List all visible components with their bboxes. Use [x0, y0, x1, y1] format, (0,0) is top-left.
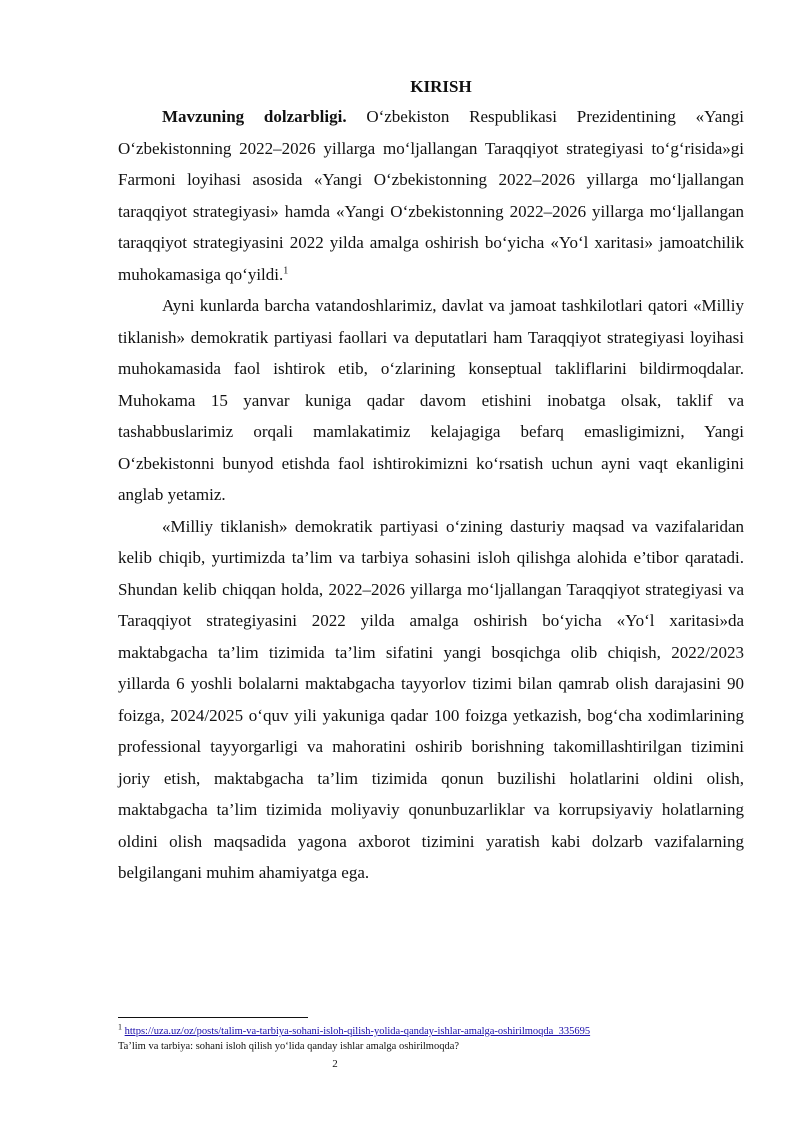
paragraph-text: «Milliy tiklanish» demokratik partiyasi o‘zining dasturiy maqsad va vazifalaridan kelib chiqib, yurtimizda ta’lim va tarbiya sohasini isloh qilishga alohida e’tibor qaratadi. Shundan kelib chiqqan holda, 2022–2026 yillarga mo‘ljallangan Taraqqiyot strategiyasi va Taraqqiyot strategiyasini 2022 yilda amalga oshirish bo‘yicha «Yo‘l xaritasi»da maktabgacha ta’lim tizimida ta’lim sifatini yangi bosqichga olib chiqish, 2022/2023 yillarda 6 yoshli bolalarni maktabgacha tayyorlov tizimi bilan qamrab olish darajasini 90 foizga, 2024/2025 o‘quv yili yakuniga qadar 100 foizga yetkazish, bog‘cha xodimlarining professional tayyorgarligi va mahoratini oshirib borishning takomillashtirilgan tizimini joriy etish, maktabgacha ta’lim tizimida qonun buzilishi holatlarini oldini olish, maktabgacha ta’lim tizimida moliyaviy qonunbuzarliklar va korrupsiyaviy holatlarning oldini olish maqsadida yagona axborot tizimini yaratish kabi dolzarb vazifalarning belgilangani muhim ahamiyatga ega.: [118, 516, 744, 882]
paragraph-text: O‘zbekiston Respublikasi Prezidentining «Yangi O‘zbekistonning 2022–2026 yillarga mo‘ljallangan Taraqqiyot strategiyasi to‘g‘risida»gi Farmoni loyihasi asosida «Yangi O‘zbekistonning 2022–2026 yillarga mo‘ljallangan taraqqiyot strategiyasi» hamda «Yangi O‘zbekistonning 2022–2026 yillarga mo‘ljallangan taraqqiyot strategiyasini 2022 yilda amalga oshirish bo‘yicha «Yo‘l xaritasi» jamoatchilik muhokamasiga qo‘yildi.: [118, 107, 744, 284]
document-body: [118, 76, 744, 889]
paragraph-discussion: [118, 290, 744, 511]
paragraph-relevance: [118, 101, 744, 290]
paragraph-party-goals: [118, 511, 744, 889]
paragraph-lead: Mavzuning dolzarbligi.: [162, 107, 347, 126]
footnote-separator: [118, 1017, 308, 1018]
footnote-reference[interactable]: 1: [283, 264, 289, 276]
paragraph-text: Ayni kunlarda barcha vatandoshlarimiz, davlat va jamoat tashkilotlari qatori «Milliy tiklanish» demokratik partiyasi faollari va deputatlari ham Taraqqiyot strategiyasi loyihasi muhokamasida faol ishtirok etib, o‘zlarining konseptual takliflarini bildirmoqdalar. Muhokama 15 yanvar kuniga qadar davom etishini inobatga olsak, taklif va tashabbuslarimiz orqali mamlakatimiz kelajagiga befarq emasligimizni, Yangi O‘zbekistonni bunyod etishda faol ishtirokimizni ko‘rsatish uchun ayni vaqt ekanligini anglab yetamiz.: [118, 296, 744, 504]
footnote-number: 1: [118, 1022, 122, 1032]
footnote-link[interactable]: https://uza.uz/oz/posts/talim-va-tarbiya-sohani-isloh-qilish-yolida-qanday-ishlar-amalga-oshirilmoqda_335695: [124, 1026, 591, 1037]
footnotes: [118, 1017, 744, 1054]
footnote-source: [118, 1024, 744, 1039]
footnote-title: Ta’lim va tarbiya: sohani isloh qilish yo‘lida qanday ishlar amalga oshirilmoqda?: [118, 1041, 460, 1052]
section-heading: KIRISH: [410, 77, 472, 96]
page-number: 2: [332, 1058, 338, 1070]
